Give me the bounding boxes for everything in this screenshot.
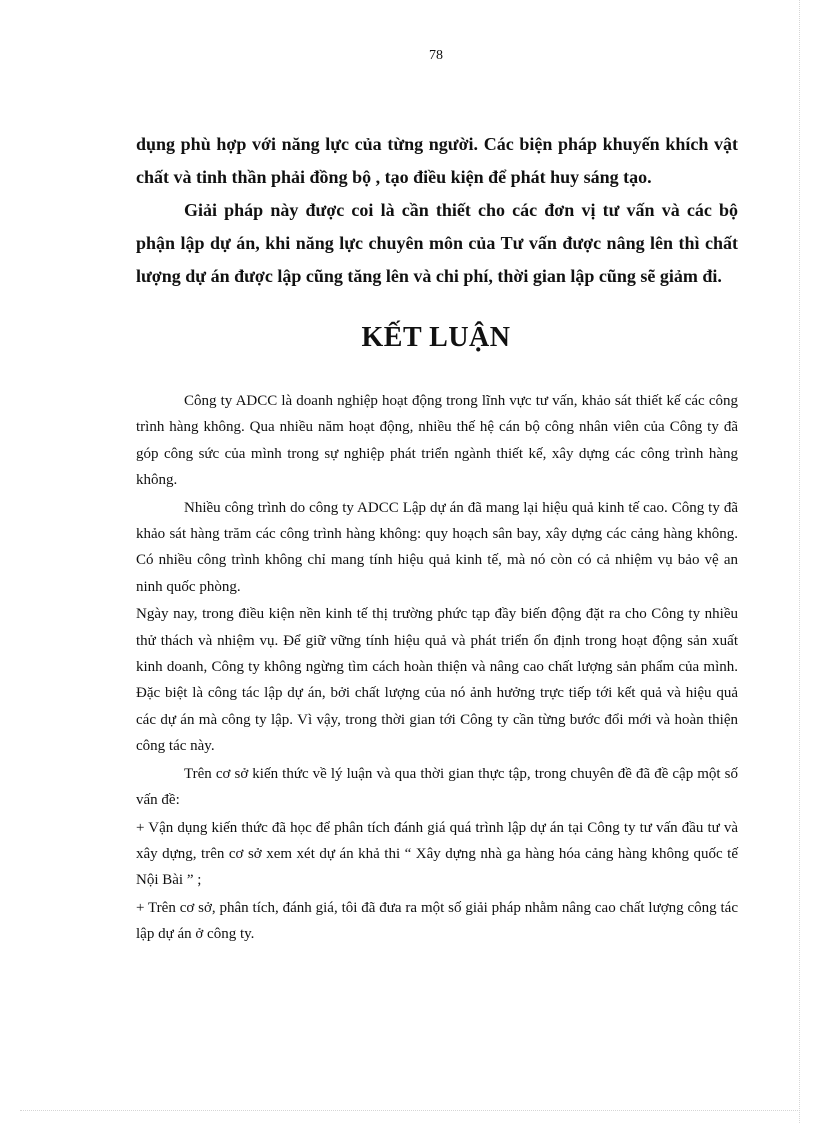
paragraph: Trên cơ sở kiến thức về lý luận và qua thời gian thực tập, trong chuyên đề đã đề cập một số vấn đề: — [136, 765, 738, 809]
preceding-section-text — [136, 128, 738, 293]
list-item: + Trên cơ sở, phân tích, đánh giá, tôi đã đưa ra một số giải pháp nhằm nâng cao chất lượng công tác lập dự án ở công ty. — [136, 899, 738, 943]
paragraph: Giải pháp này được coi là cần thiết cho các đơn vị tư vấn và các bộ phận lập dự án, khi năng lực chuyên môn của Tư vấn được nâng lên thì chất lượng dự án được lập cũng tăng lên và chi phí, thời gian lập cũng sẽ giảm đi. — [136, 200, 738, 286]
section-heading: KẾT LUẬN — [361, 322, 511, 353]
paragraph: Nhiều công trình do công ty ADCC Lập dự án đã mang lại hiệu quả kinh tế cao. Công ty đã khảo sát hàng trăm các công trình hàng không: quy hoạch sân bay, xây dựng các cảng hàng không. Có nhiều công trình không chỉ mang tính hiệu quả kinh tế, mà nó còn có cả nhiệm vụ bảo vệ an ninh quốc phòng. — [136, 499, 738, 595]
conclusion-body — [136, 388, 738, 949]
page-border-right — [799, 0, 800, 1123]
page-number: 78 — [429, 48, 443, 63]
paragraph: Công ty ADCC là doanh nghiệp hoạt động trong lĩnh vực tư vấn, khảo sát thiết kế các công trình hàng không. Qua nhiều năm hoạt động, nhiều thế hệ cán bộ công nhân viên của Công ty đã góp công sức của mình trong sự nghiệp phát triển ngành thiết kế, xây dựng các công trình hàng không. — [136, 393, 738, 489]
paragraph: dụng phù hợp với năng lực của từng người. Các biện pháp khuyến khích vật chất và tinh thần phải đồng bộ , tạo điều kiện để phát huy sáng tạo. — [136, 134, 738, 187]
page-border-bottom — [20, 1110, 800, 1111]
list-item: + Vận dụng kiến thức đã học để phân tích đánh giá quá trình lập dự án tại Công ty tư vấn đầu tư và xây dựng, trên cơ sở xem xét dự án khả thi “ Xây dựng nhà ga hàng hóa cảng hàng không quốc tế Nội Bài ” ; — [136, 819, 738, 889]
paragraph: Ngày nay, trong điều kiện nền kinh tế thị trường phức tạp đầy biến động đặt ra cho Công ty nhiều thử thách và nhiệm vụ. Để giữ vững tính hiệu quả và phát triển ổn định trong hoạt động sản xuất kinh doanh, Công ty không ngừng tìm cách hoàn thiện và nâng cao chất lượng sản phẩm của mình. Đặc biệt là công tác lập dự án, bởi chất lượng của nó ảnh hưởng trực tiếp tới kết quả và hiệu quả các dự án mà công ty lập. Vì vậy, trong thời gian tới Công ty cần từng bước đổi mới và hoàn thiện công tác này. — [136, 606, 738, 755]
